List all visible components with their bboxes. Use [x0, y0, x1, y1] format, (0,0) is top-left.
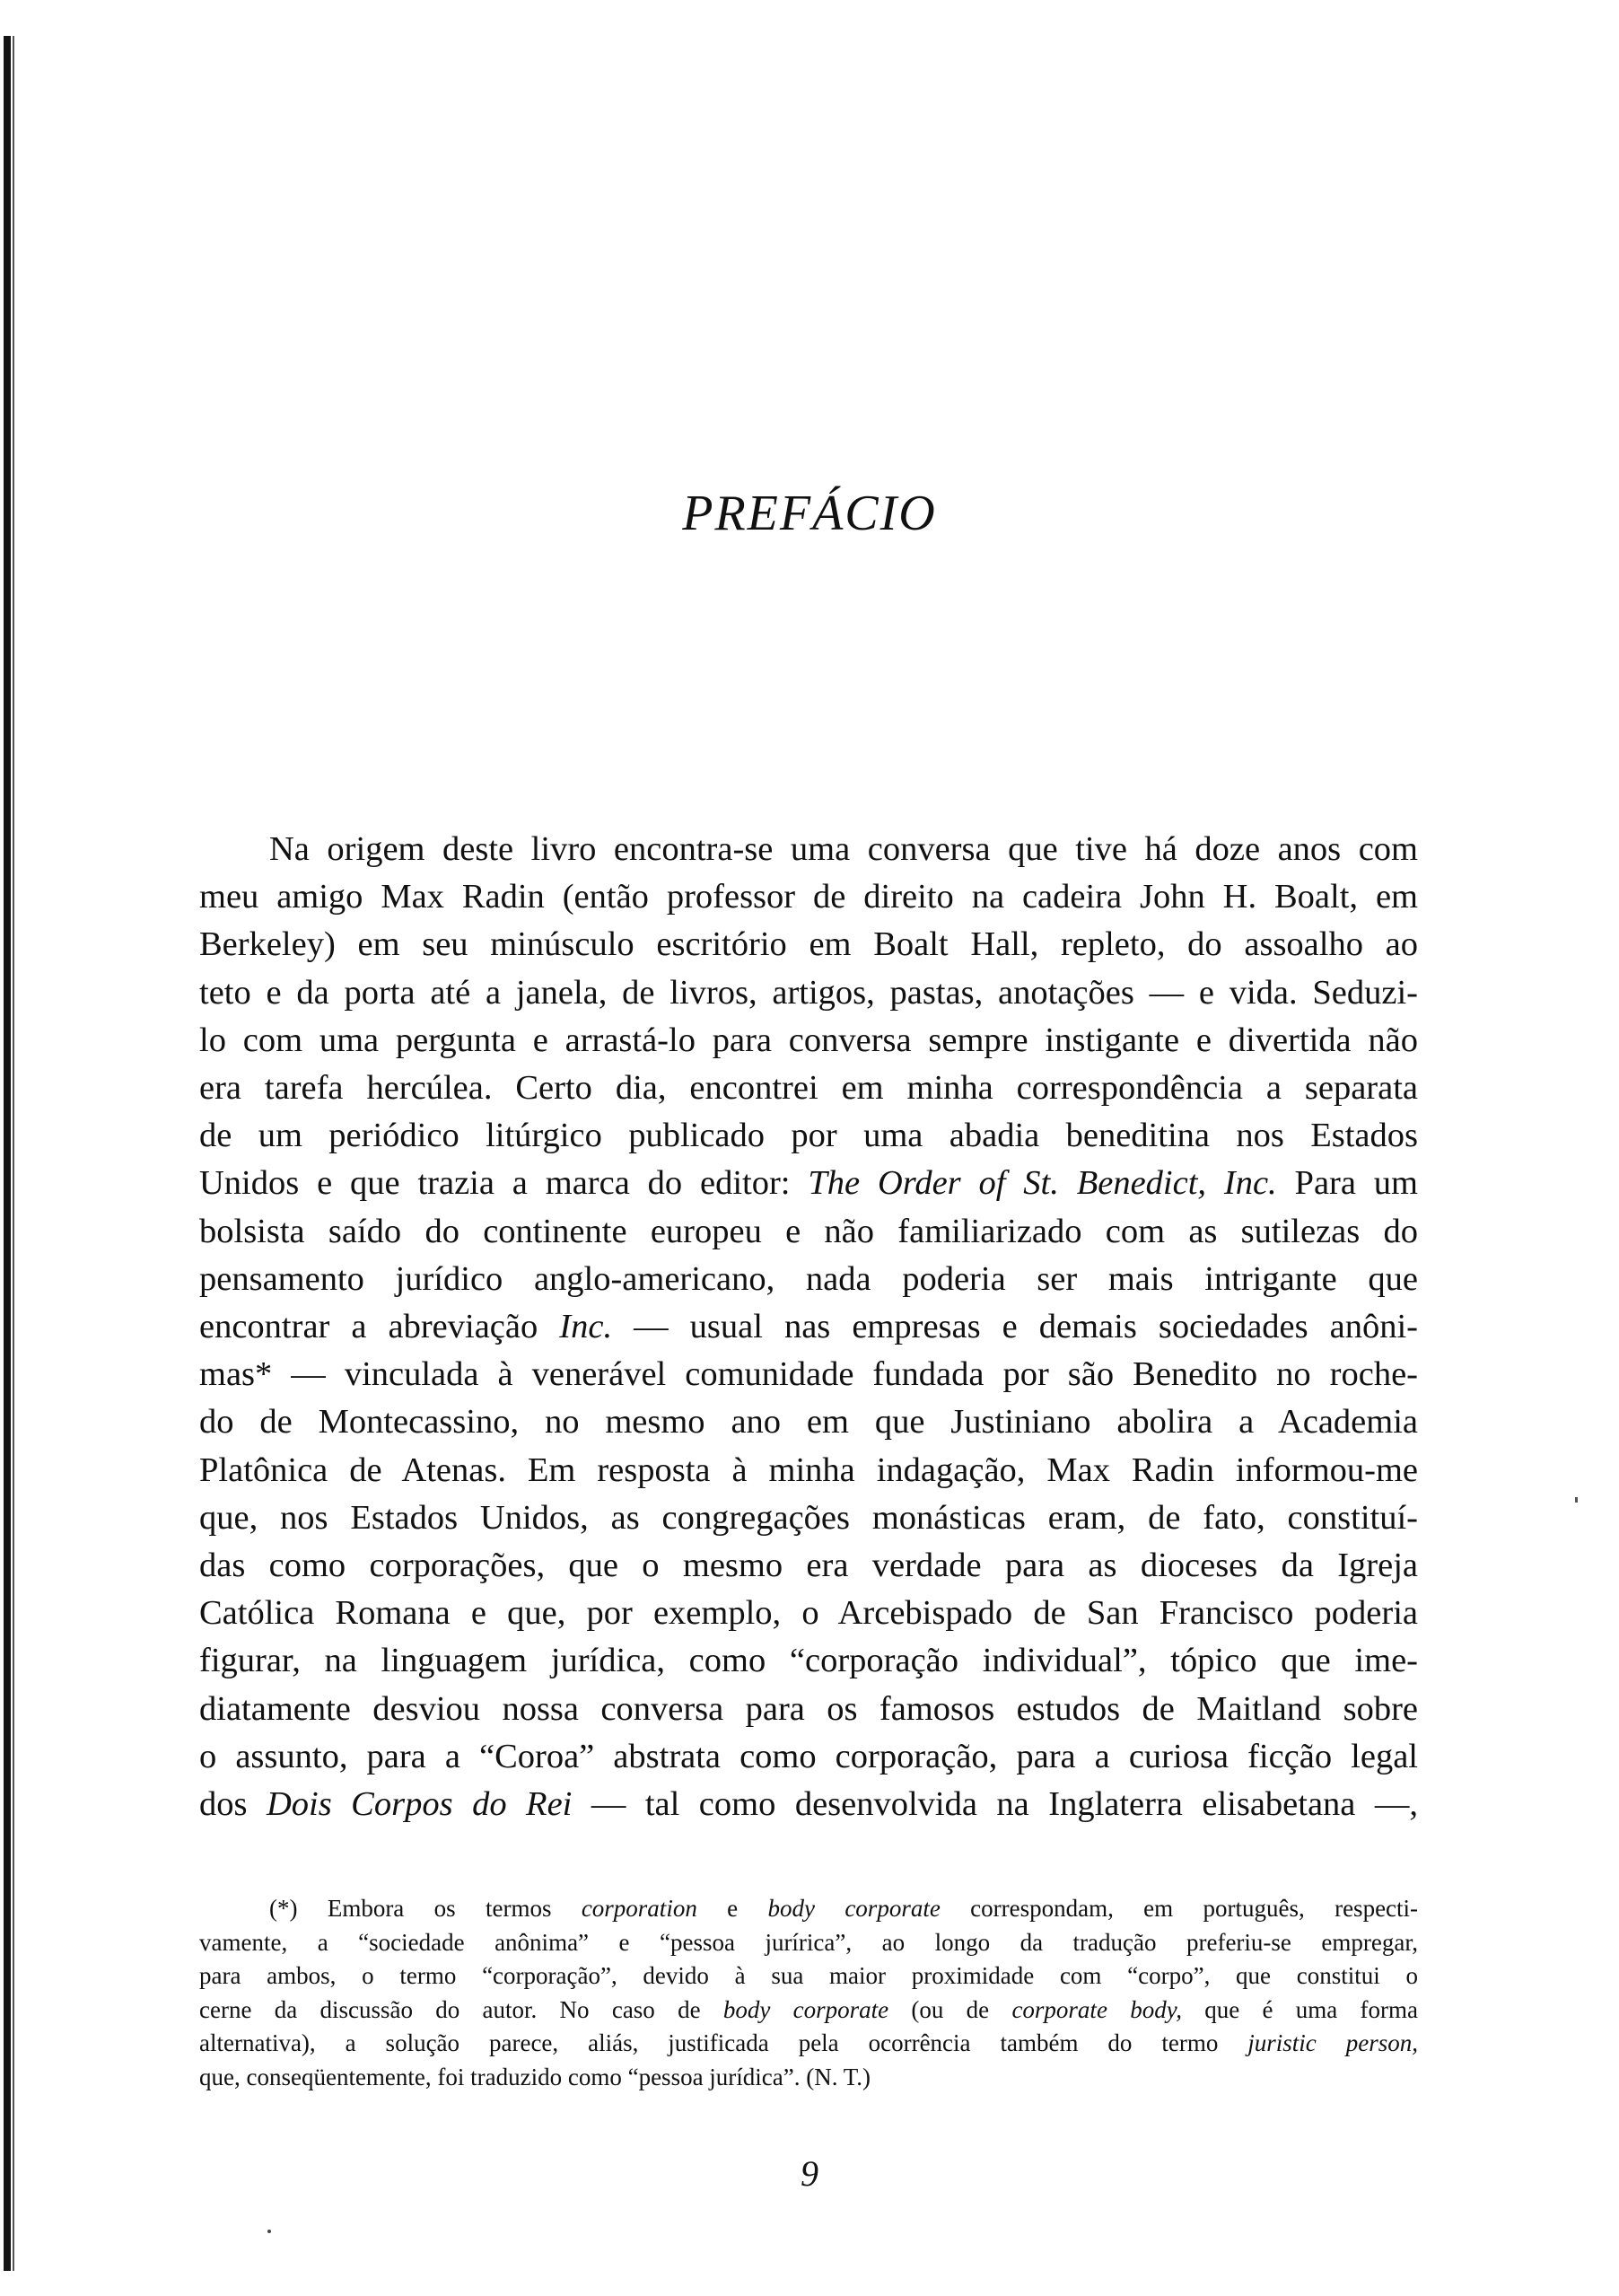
italic-term: corporate body, — [1011, 1995, 1182, 2023]
text-line — [199, 1781, 1418, 1828]
scan-speck — [267, 2230, 271, 2233]
footnote-line — [199, 1994, 1418, 2028]
italic-term: juristic person, — [1247, 2029, 1418, 2057]
footnote — [199, 1892, 1418, 2095]
text-line: figurar, na linguagem jurídica, como “corporação individual”, tópico que ime- — [199, 1642, 1418, 1680]
body-paragraph — [199, 826, 1418, 1828]
text-segment: (ou de — [911, 1995, 990, 2023]
text-segment: encontrar a abreviação — [199, 1308, 538, 1346]
text-segment: Unidos e que trazia a marca do editor: — [199, 1164, 791, 1203]
text-line: que, nos Estados Unidos, as congregações monásticas eram, de fato, constituí- — [199, 1498, 1418, 1537]
text-line: teto e da porta até a janela, de livros, artigos, pastas, anotações — e vida. Seduzi- — [199, 973, 1418, 1012]
text-segment: (*) Embora os termos — [269, 1895, 552, 1922]
text-line: Platônica de Atenas. Em resposta à minha indagação, Max Radin informou-me — [199, 1450, 1418, 1489]
text-segment: cerne da discussão do autor. No caso de — [199, 1995, 701, 2023]
footnote-line — [199, 1892, 1418, 1926]
text-line: era tarefa hercúlea. Certo dia, encontrei em minha correspondência a separata — [199, 1069, 1418, 1108]
scan-speck — [1575, 1497, 1578, 1503]
text-line: meu amigo Max Radin (então professor de direito na cadeira John H. Boalt, em — [199, 878, 1418, 916]
italic-abbreviation: Inc. — [559, 1308, 613, 1346]
text-line: Berkeley) em seu minúsculo escritório em Boalt Hall, repleto, do assoalho ao — [199, 925, 1418, 964]
italic-book-title: Dois Corpos do Rei — [266, 1785, 573, 1824]
text-line: do de Montecassino, no mesmo ano em que Justiniano abolira a Academia — [199, 1403, 1418, 1442]
text-segment: Para um — [1294, 1164, 1418, 1203]
text-line: lo com uma pergunta e arrastá-lo para conversa sempre instigante e divertida não — [199, 1021, 1418, 1059]
italic-term: body corporate — [722, 1995, 889, 2023]
text-line: das como corporações, que o mesmo era verdade para as dioceses da Igreja — [199, 1547, 1418, 1585]
text-segment: correspondam, em português, respecti- — [970, 1895, 1419, 1922]
text-line: o assunto, para a “Coroa” abstrata como corporação, para a curiosa ficção legal — [199, 1737, 1418, 1775]
page-binding-shadow — [4, 36, 11, 2271]
text-segment: — usual nas empresas e demais sociedades anôni- — [634, 1308, 1418, 1346]
text-line: Católica Romana e que, por exemplo, o Arcebispado de San Francisco poderia — [199, 1594, 1418, 1633]
text-segment: dos — [199, 1785, 248, 1824]
text-line: pensamento jurídico anglo-americano, nada poderia ser mais intrigante que — [199, 1259, 1418, 1298]
text-segment: — tal como desenvolvida na Inglaterra elisabetana —, — [591, 1785, 1418, 1824]
italic-publisher-name: The Order of St. Benedict, Inc. — [808, 1164, 1277, 1203]
footnote-line: vamente, a “sociedade anônima” e “pessoa jurírica”, ao longo da tradução preferiu-se empregar, — [199, 1928, 1418, 1956]
text-line: bolsista saído do continente europeu e não familiarizado com as sutilezas do — [199, 1212, 1418, 1250]
text-segment: e — [727, 1895, 739, 1922]
text-line: de um periódico litúrgico publicado por uma abadia beneditina nos Estados — [199, 1117, 1418, 1155]
text-line — [199, 1303, 1418, 1351]
italic-term: corporation — [581, 1895, 697, 1922]
text-line: mas* — vinculada à venerável comunidade fundada por são Benedito no roche- — [199, 1355, 1418, 1394]
text-segment: que é uma forma — [1204, 1995, 1418, 2023]
page-number: 9 — [801, 2153, 818, 2194]
text-line: diatamente desviou nossa conversa para os famosos estudos de Maitland sobre — [199, 1689, 1418, 1728]
text-line — [199, 1160, 1418, 1207]
italic-term: body corporate — [767, 1895, 941, 1922]
text-segment: alternativa), a solução parece, aliás, justificada pela ocorrência também do termo — [199, 2029, 1219, 2057]
chapter-title: PREFÁCIO — [682, 486, 937, 541]
page-binding-line — [13, 36, 14, 2271]
footnote-line: que, conseqüentemente, foi traduzido como “pessoa jurídica”. (N. T.) — [199, 2063, 871, 2090]
footnote-line: para ambos, o termo “corporação”, devido à sua maior proximidade com “corpo”, que constitui o — [199, 1962, 1418, 1990]
footnote-line — [199, 2027, 1418, 2061]
text-line: Na origem deste livro encontra-se uma conversa que tive há doze anos com — [269, 830, 1418, 868]
